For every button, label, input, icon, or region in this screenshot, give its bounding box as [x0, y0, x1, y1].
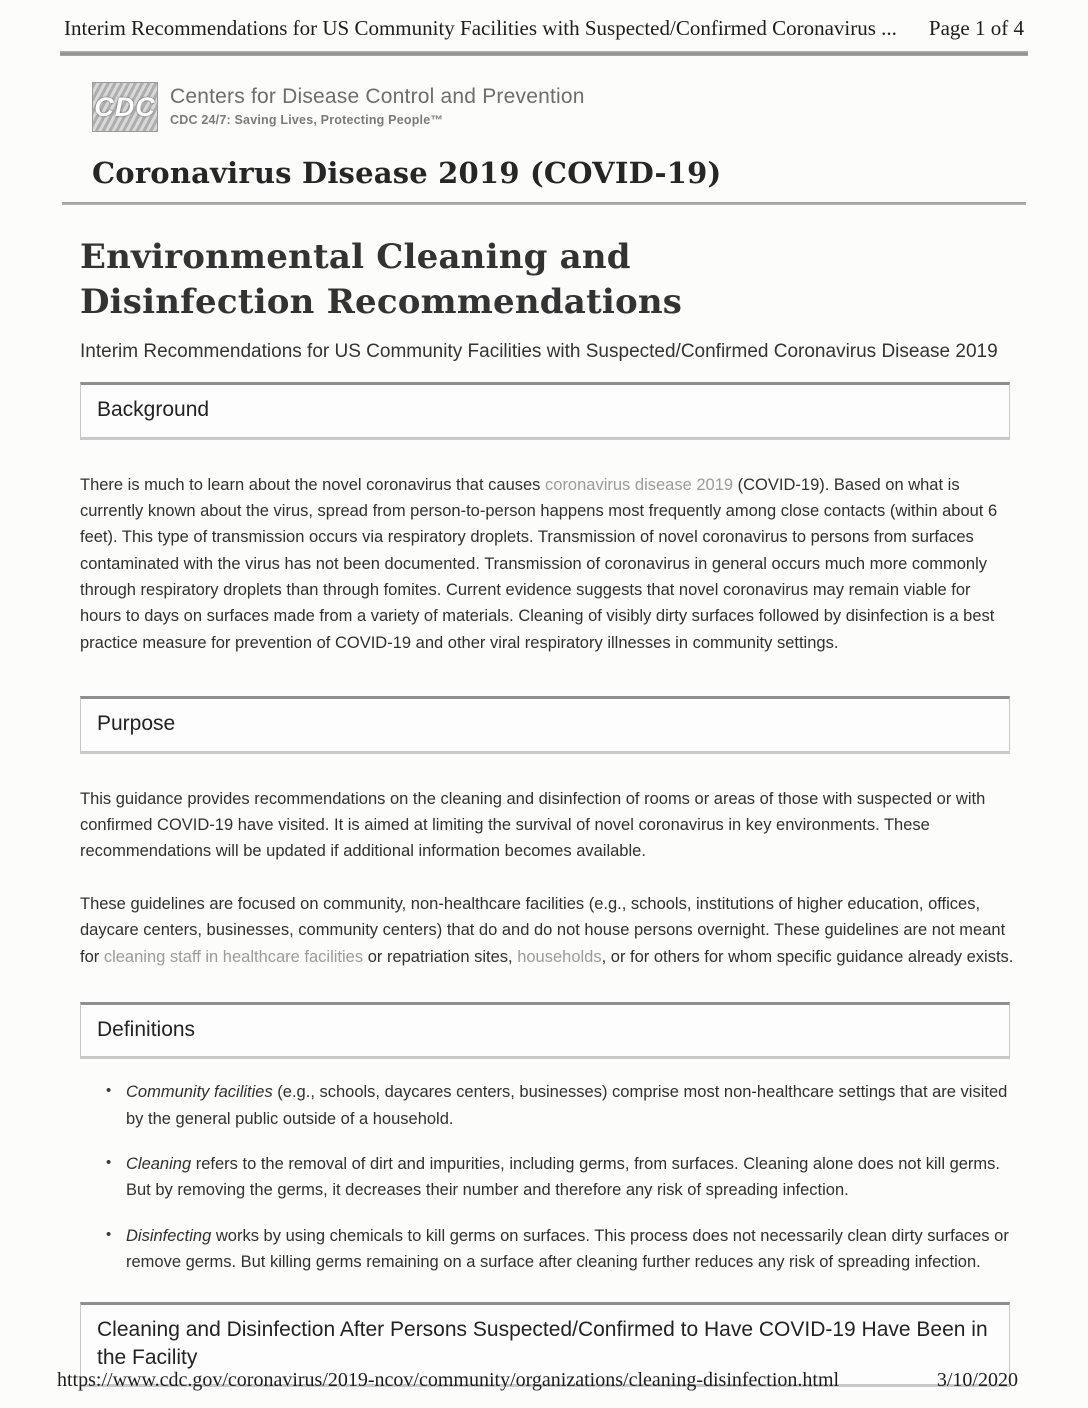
print-footer	[0, 1369, 1088, 1392]
purpose-text-1: These guidelines are focused on community, non-healthcare facilities (e.g., schools, institutions of higher education, offices, daycare centers, businesses, community centers) that do and do not house persons overnight. These guidelines are not meant for	[80, 894, 1006, 966]
section-header-definitions	[80, 1002, 1010, 1057]
cleaning-staff-healthcare-link[interactable]: cleaning staff in healthcare facilities	[103, 947, 364, 966]
definition-text: works by using chemicals to kill germs on surfaces. This process does not necessarily clean dirty surfaces or remove germs. But killing germs remaining on a surface after cleaning further reduces any risk of spreading infection.	[126, 1226, 1009, 1272]
section-header-background	[80, 382, 1010, 437]
cdc-logo-icon: CDC	[92, 82, 158, 132]
purpose-paragraph-1: This guidance provides recommendations on the cleaning and disinfection of rooms or areas of those with suspected or with confirmed COVID-19 have visited. It is aimed at limiting the survival of novel coronavirus in key environments. These recommendations will be updated if additional information becomes available.	[80, 789, 986, 861]
header-rule	[60, 51, 1028, 56]
households-link[interactable]: households	[517, 947, 602, 966]
section-heading-label: Background	[97, 398, 210, 422]
purpose-text-2: or repatriation sites,	[363, 947, 518, 966]
section-heading-label: Definitions	[97, 1017, 196, 1041]
site-section-title: Coronavirus Disease 2019 (COVID-19)	[92, 156, 722, 190]
print-header-title: Interim Recommendations for US Community Facilities with Suspected/Confirmed Coronavirus ...	[64, 16, 897, 40]
cdc-masthead	[92, 82, 1088, 132]
definition-text: (e.g., schools, daycares centers, businesses) comprise most non-healthcare settings that are visited by the general public outside of a household.	[126, 1083, 1008, 1128]
background-text-2: (COVID-19). Based on what is currently known about the virus, spread from person-to-person happens most frequently among close contacts (within about 6 feet). This type of transmission occurs via respiratory droplets. Transmission of novel coronavirus to persons from surfaces contaminated with the virus has not been documented. Transmission of coronavirus in general occurs much more commonly through respiratory droplets than through fomites. Current evidence suggests that novel coronavirus may remain viable for hours to days on surfaces made from a variety of materials. Cleaning of visibly dirty surfaces followed by disinfection is a best practice measure for prevention of COVID-19 and other viral respiratory illnesses in community settings.	[80, 475, 998, 652]
section-heading-label: Purpose	[97, 712, 176, 736]
page-title: Environmental Cleaning and Disinfection Recommendations	[80, 237, 683, 322]
definition-term: Disinfecting	[126, 1226, 212, 1245]
coronavirus-disease-2019-link[interactable]: coronavirus disease 2019	[545, 475, 734, 494]
definition-item-cleaning	[80, 1151, 1015, 1204]
background-text-1: There is much to learn about the novel coronavirus that causes	[80, 475, 546, 494]
definitions-list	[80, 1079, 1015, 1275]
background-paragraph	[80, 472, 1015, 657]
definition-text: refers to the removal of dirt and impurities, including germs, from surfaces. Cleaning alone does not kill germs. But by removing the germs, it decreases their number and therefore any risk of spreading infection.	[126, 1155, 1001, 1200]
definition-term: Cleaning	[126, 1155, 192, 1174]
section-header-purpose	[80, 696, 1010, 751]
section-heading-label: Cleaning and Disinfection After Persons Suspected/Confirmed to Have COVID-19 Have Been in the Facility	[97, 1317, 988, 1369]
definition-term: Community facilities	[126, 1083, 273, 1102]
purpose-paragraph-2	[80, 891, 1015, 970]
cdc-brand-name: Centers for Disease Control and Prevention	[170, 85, 585, 108]
site-title-rule	[62, 202, 1026, 205]
purpose-text-3: , or for others for whom specific guidance already exists.	[601, 947, 1014, 966]
page-indicator: Page 1 of 4	[928, 16, 1024, 40]
article-body	[0, 235, 1088, 1385]
print-footer-date: 3/10/2020	[936, 1369, 1018, 1391]
masthead-text	[170, 82, 585, 127]
definition-item-community-facilities	[80, 1079, 1015, 1132]
print-header	[0, 0, 1088, 41]
cdc-tagline: CDC 24/7: Saving Lives, Protecting People™	[170, 113, 444, 128]
print-footer-url: https://www.cdc.gov/coronavirus/2019-ncov/community/organizations/cleaning-disinfection.html	[57, 1369, 840, 1391]
page-subtitle: Interim Recommendations for US Community Facilities with Suspected/Confirmed Coronavirus Disease 2019	[80, 340, 998, 362]
definition-item-disinfecting	[80, 1223, 1015, 1276]
